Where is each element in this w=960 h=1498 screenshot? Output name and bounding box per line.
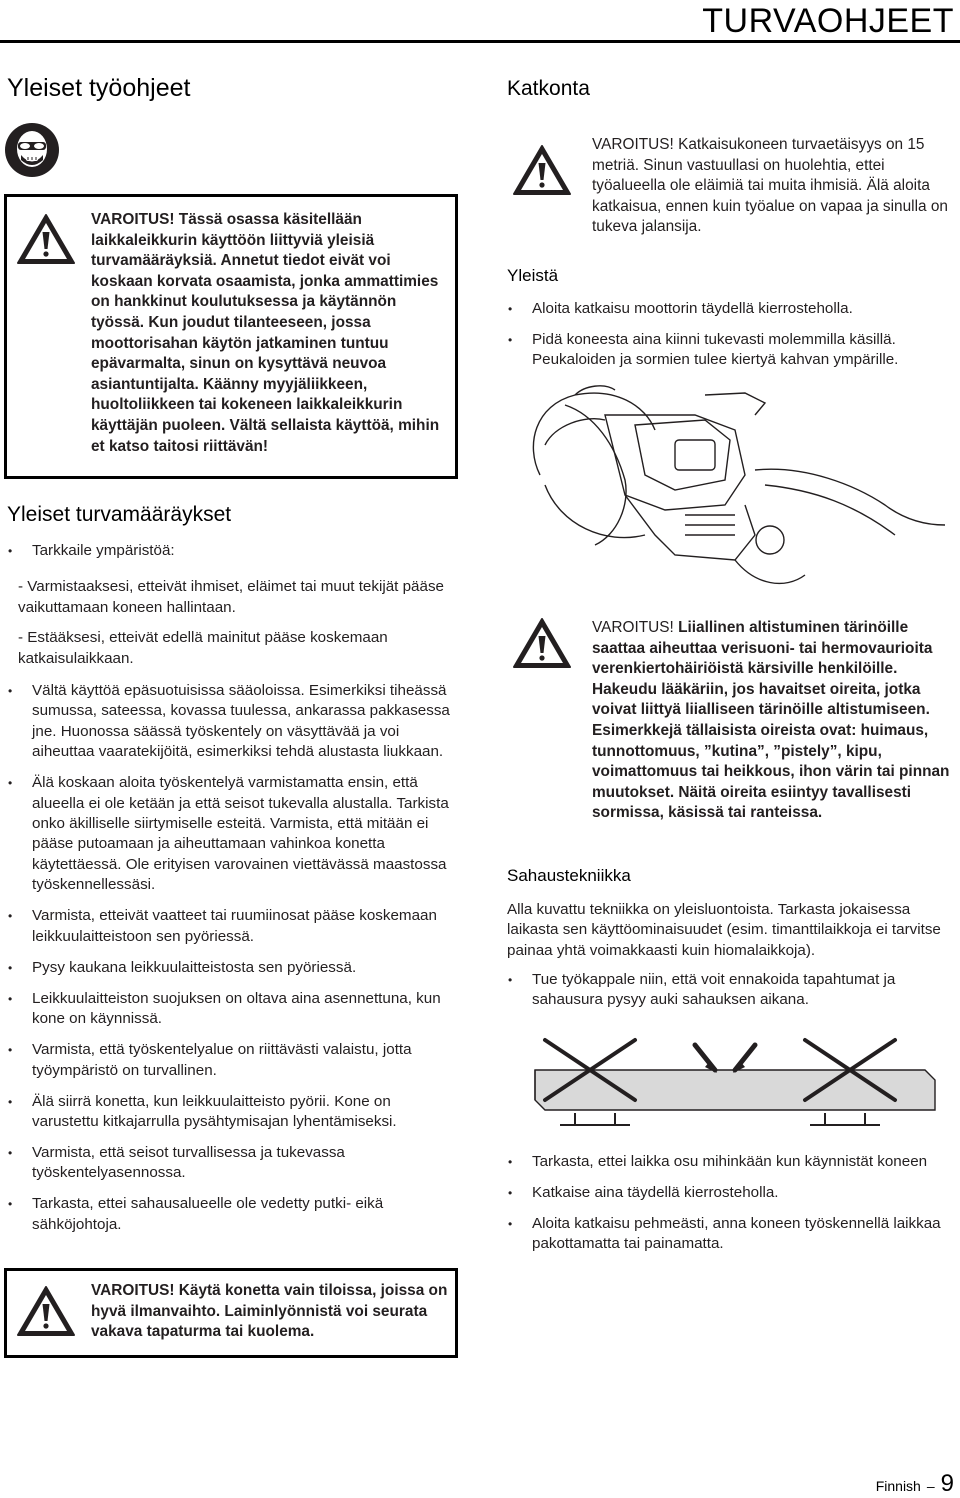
cutting-machine-illustration bbox=[505, 385, 955, 595]
list-item: • Aloita katkaisu moottorin täydellä kierrosteholla. bbox=[507, 299, 952, 319]
dash-item: - Estääksesi, etteivät edellä mainitut pääse koskemaan katkaisulaikkaan. bbox=[18, 629, 388, 667]
list-item: • Vältä käyttöä epäsuotuisissa sääoloissa. Esimerkiksi tiheässä sumussa, sateessa, kovassa tuulessa, ankarassa pakkasessa jne. Huonossa säässä työskentely on väsyttävää ja voi aiheuttaa vaaratekijöitä, esimerkiksi tehdä alustasta liukkaan. bbox=[7, 681, 457, 763]
warning-label: VAROITUS! bbox=[592, 619, 674, 636]
face-protection-icon bbox=[4, 122, 60, 178]
list-item: • Tarkasta, ettei laikka osu mihinkään kun käynnistät koneen bbox=[507, 1152, 952, 1172]
list-item: • Katkaise aina täydellä kierrosteholla. bbox=[507, 1183, 952, 1203]
warning-text: Liiallinen altistuminen tärinöille saattaa aiheuttaa verisuoni- tai hermovaurioita verenkiertohäiriöistä kärsiville henkilöille. Hakeudu lääkäriin, jos havaitset oireita, jotka voivat liittyä liialliseen tärinöille altistumiseen. Esimerkkejä tällaisista oireista ovat: huimaus, tunnottomuus, ”kutina”, ”pistely”, kipu, voimattomuus tai heikkous, ihon värin tai pinnan muutokset. Näitä oireita esiintyy tavallisesti sormissa, käsissä tai ranteissa. bbox=[592, 619, 950, 822]
warning-triangle-icon bbox=[16, 1285, 76, 1337]
warning-box-ventilation bbox=[4, 1268, 458, 1358]
section-title-cutting: Katkonta bbox=[507, 77, 590, 100]
list-item: • Varmista, että seisot turvallisessa ja tukevassa työskentelyasennossa. bbox=[7, 1143, 457, 1184]
subsection-title-general: Yleistä bbox=[507, 266, 559, 285]
warning-triangle-icon bbox=[512, 617, 572, 669]
list-item: • Varmista, etteivät vaatteet tai ruumiinosat pääse koskemaan leikkuulaitteistoon sen pyöriessä. bbox=[7, 906, 457, 947]
workpiece-support-illustration bbox=[505, 1025, 955, 1140]
page-number: 9 bbox=[940, 1470, 954, 1497]
section-title-general-instructions: Yleiset työohjeet bbox=[7, 74, 191, 102]
warning-triangle-icon bbox=[16, 213, 76, 265]
list-item: • Leikkuulaitteiston suojuksen on oltava aina asennettuna, kun kone on käynnissä. bbox=[7, 989, 457, 1030]
warning-label: VAROITUS! bbox=[592, 136, 674, 153]
warning-text: VAROITUS! Käytä konetta vain tiloissa, joissa on hyvä ilmanvaihto. Laiminlyönnistä voi seurata vakava tapaturma tai kuolema. bbox=[91, 1282, 448, 1341]
left-body bbox=[7, 541, 457, 1246]
list-item: • Älä siirrä konetta, kun leikkuulaitteisto pyörii. Kone on varustettu kitkajarrulla pysähtymisajan lyhentämiseksi. bbox=[7, 1092, 457, 1133]
sawing-intro: Alla kuvattu tekniikka on yleisluontoista. Tarkasta jokaisessa laikasta sen käyttöominaisuudet (esim. timanttilaikkoja ei tarvitse painaa yhtä voimakkaasti kuin hiomalaikkoja). bbox=[507, 901, 941, 959]
header-rule bbox=[0, 40, 960, 43]
list-item: • Pysy kaukana leikkuulaitteistosta sen pyöriessä. bbox=[7, 958, 457, 978]
list-item: • Pidä koneesta aina kiinni tukevasti molemmilla käsillä. Peukaloiden ja sormien tulee kiertyä kahvan ympärille. bbox=[507, 330, 952, 371]
list-item: • Älä koskaan aloita työskentelyä varmistamatta ensin, että alueella ei ole ketään ja että seisot tukevalla alustalla. Tarkista onko äkilliselle siirtymiselle esteitä. Varmista, että mitään ei pääse putoamaan ja aiheuttamaan vahinkoa konetta käytettäessä. Ole erityisen varovainen viettävässä maastossa työskennellessäsi. bbox=[7, 773, 457, 895]
warning-label: VAROITUS! bbox=[91, 211, 175, 228]
section-title-general-safety: Yleiset turvamääräykset bbox=[7, 503, 232, 526]
warning-text: Katkaisukoneen turvaetäisyys on 15 metriä. Sinun vastuullasi on huolehtia, ettei työalueella ole eläimiä tai muita ihmisiä. Älä aloita katkaisua, ennen kuin työalue on vapaa ja sinulla on tukeva jalansija. bbox=[592, 136, 948, 236]
list-item: • Tue työkappale niin, että voit ennakoida tapahtumat ja sahausura pysyy auki sahauksen aikana. bbox=[507, 970, 952, 1011]
page-footer bbox=[876, 1470, 954, 1498]
list-item: • Tarkasta, ettei sahausalueelle ole vedetty putki- eikä sähköjohtoja. bbox=[7, 1194, 457, 1235]
warning-text: Tässä osassa käsitellään laikkaleikkurin käyttöön liittyviä yleisiä turvamääräyksiä. Annetut tiedot eivät voi koskaan korvata osaamista, jonka ammattimies on hankkinut koulutuksessa ja käytännön työssä. Kun joudut tilanteeseen, jossa moottorisahan käytön jatkaminen tuntuu epävarmalta, sinun on kysyttävä neuvoa asiantuntijalta. Käänny myyjäliikkeen, huoltoliikkeen tai kokeneen laikkaleikkurin käyttäjän puoleen. Vältä sellaista käyttöä, mihin et katso taitosi riittävän! bbox=[91, 211, 440, 455]
list-item: • Varmista, että työskentelyalue on riittävästi valaistu, jotta työympäristö on turvallinen. bbox=[7, 1040, 457, 1081]
warning-box-general bbox=[4, 194, 458, 479]
warning-triangle-icon bbox=[512, 144, 572, 196]
footer-separator: – bbox=[926, 1478, 935, 1494]
subsection-title-sawing-technique: Sahaustekniikka bbox=[507, 866, 631, 885]
list-item: • Tarkkaile ympäristöä: bbox=[7, 541, 457, 561]
list-item: • Aloita katkaisu pehmeästi, anna koneen työskennellä laikkaa pakottamatta tai painamatta. bbox=[507, 1214, 952, 1255]
dash-item: - Varmistaaksesi, etteivät ihmiset, eläimet tai muut tekijät pääse vaikuttamaan koneen hallintaan. bbox=[18, 578, 444, 616]
footer-language: Finnish bbox=[875, 1478, 921, 1494]
header-title: TURVAOHJEET bbox=[702, 2, 954, 40]
